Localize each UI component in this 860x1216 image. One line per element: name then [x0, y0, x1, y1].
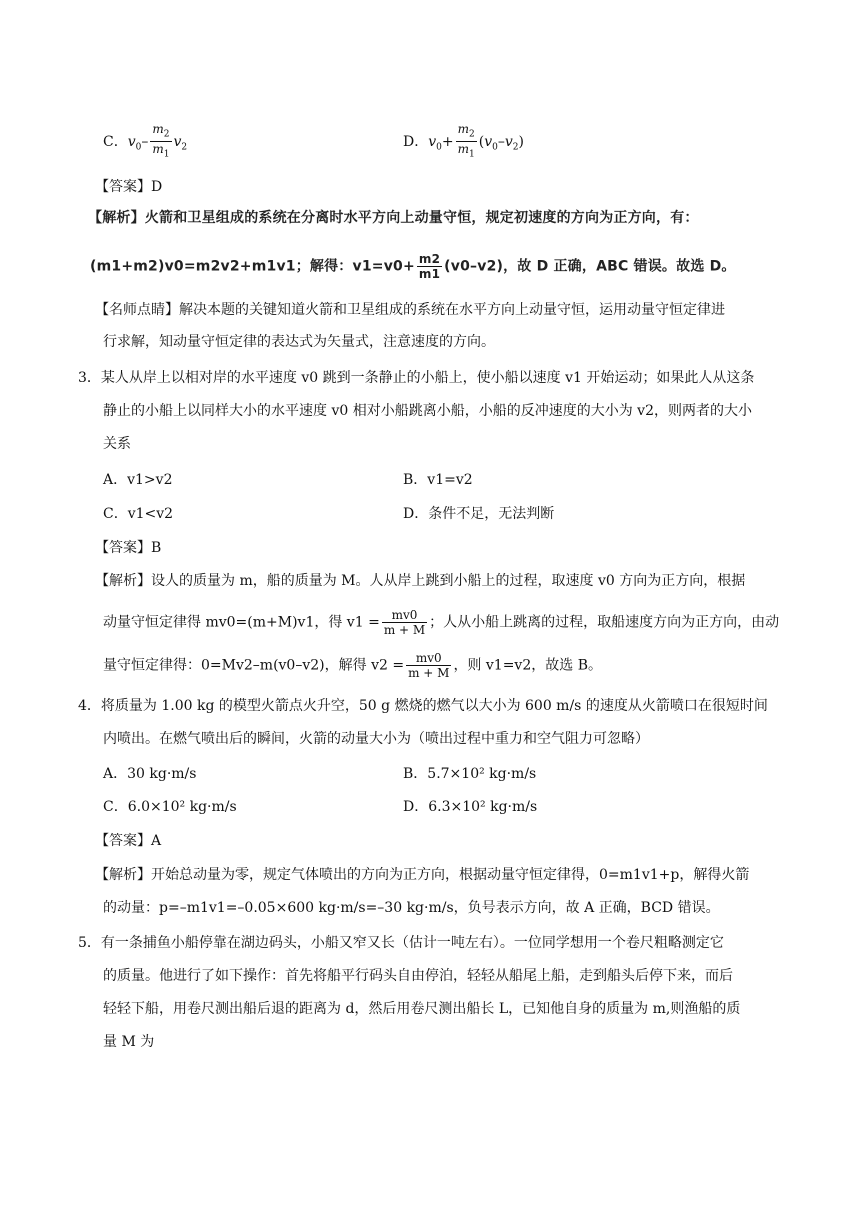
q2-tip-line2: 行求解，知动量守恒定律的表达式为矢量式，注意速度的方向。 — [103, 334, 495, 350]
question-number: 4． — [78, 698, 101, 714]
fraction: $\frac{m_2}{m_1}$ — [152, 122, 170, 160]
q3-analysis-line2 — [103, 608, 779, 637]
q2-answer: 【答案】D — [95, 179, 163, 195]
q5-line4: 量 M 为 — [103, 1034, 155, 1050]
analysis-text: ；人从小船上跳离的过程，取船速度方向为正方向，由动 — [429, 614, 780, 631]
q3-line3: 关系 — [103, 436, 131, 452]
q3-option-d: D．条件不足，无法判断 — [403, 506, 555, 522]
analysis-text: 量守恒定律得：0=Mv2–m(v0–v2)，解得 v2 = — [103, 657, 405, 674]
q4-analysis-line1: 【解析】开始总动量为零，规定气体喷出的方向为正方向，根据动量守恒定律得，0=m1v1+p，解得火箭 — [95, 867, 750, 883]
question-number: 3． — [78, 370, 101, 386]
fraction: $\frac{m2}{m1}$ — [418, 252, 441, 281]
q5-line2: 的质量。他进行了如下操作：首先将船平行码头自由停泊，轻轻从船尾上船，走到船头后停下来，而后 — [103, 968, 733, 984]
q2-option-c: C．$v_0-$ $\frac{m_2}{m_1}$ $v_2$ — [103, 122, 188, 160]
analysis-text: ，则 v1=v2，故选 B。 — [453, 657, 602, 674]
q3-line2: 静止的小船上以同样大小的水平速度 v0 相对小船跳离小船，小船的反冲速度的大小为 v2，则两者的大小 — [103, 403, 752, 419]
question-number: 5． — [78, 935, 101, 951]
q3-analysis-line3 — [103, 651, 602, 680]
analysis-text: 动量守恒定律得 mv0=(m+M)v1，得 v1 = — [103, 614, 380, 631]
q4-line2: 内喷出。在燃气喷出后的瞬间，火箭的动量大小为（喷出过程中重力和空气阻力可忽略） — [103, 731, 649, 747]
q2-tip-line1: 【名师点睛】解决本题的关键知道火箭和卫星组成的系统在水平方向上动量守恒，运用动量守恒定律进 — [95, 302, 725, 318]
q2-analysis-line2 — [90, 252, 736, 281]
fraction: $\frac{mv0}{m + M}$ — [408, 651, 450, 680]
q3-answer: 【答案】B — [95, 540, 162, 556]
q2-analysis-line1: 【解析】火箭和卫星组成的系统在分离时水平方向上动量守恒，规定初速度的方向为正方向，有： — [88, 210, 699, 226]
question-text: 某人从岸上以相对岸的水平速度 v0 跳到一条静止的小船上，使小船以速度 v1 开始运动；如果此人从这条 — [100, 370, 755, 386]
analysis-text: (m1+m2)v0=m2v2+m1v1；解得：v1=v0+ — [90, 258, 415, 275]
q3-analysis-line1: 【解析】设人的质量为 m，船的质量为 M。人从岸上跳到小船上的过程，取速度 v0 方向为正方向，根据 — [95, 573, 746, 589]
q4-option-d: D．6.3×10² kg·m/s — [403, 799, 538, 815]
q4-answer: 【答案】A — [95, 833, 162, 849]
fraction: $\frac{mv0}{m + M}$ — [383, 608, 426, 637]
question-text: 有一条捕鱼小船停靠在湖边码头，小船又窄又长（估计一吨左右）。一位同学想用一个卷尺粗略测定它 — [100, 935, 724, 951]
q4-option-a: A．30 kg·m/s — [103, 766, 197, 782]
q4-line1 — [78, 696, 768, 716]
fraction: $\frac{m_2}{m_1}$ — [457, 122, 475, 160]
q4-option-c: C．6.0×10² kg·m/s — [103, 799, 237, 815]
analysis-text: (v0–v2)，故 D 正确，ABC 错误。故选 D。 — [444, 258, 736, 275]
q3-option-a: A．v1>v2 — [103, 472, 173, 488]
q5-line3: 轻轻下船，用卷尺测出船后退的距离为 d，然后用卷尺测出船长 L，已知他自身的质量为 m,则渔船的质 — [103, 1001, 741, 1017]
q3-option-b: B．v1=v2 — [403, 472, 473, 488]
option-label: D． — [403, 133, 429, 150]
q3-option-c: C．v1<v2 — [103, 506, 174, 522]
q3-line1 — [78, 368, 754, 388]
question-text: 将质量为 1.00 kg 的模型火箭点火升空，50 g 燃烧的燃气以大小为 600 m/s 的速度从火箭喷口在很短时间 — [100, 698, 768, 714]
option-label: C． — [103, 133, 128, 150]
q4-analysis-line2: 的动量：p=–m1v1=–0.05×600 kg·m/s=–30 kg·m/s，负号表示方向，故 A 正确，BCD 错误。 — [103, 900, 720, 916]
q2-option-d: D．$v_0+$ $\frac{m_2}{m_1}$ $(v_0-v_2)$ — [403, 122, 524, 160]
q4-option-b: B．5.7×10² kg·m/s — [403, 766, 537, 782]
q5-line1 — [78, 933, 724, 953]
